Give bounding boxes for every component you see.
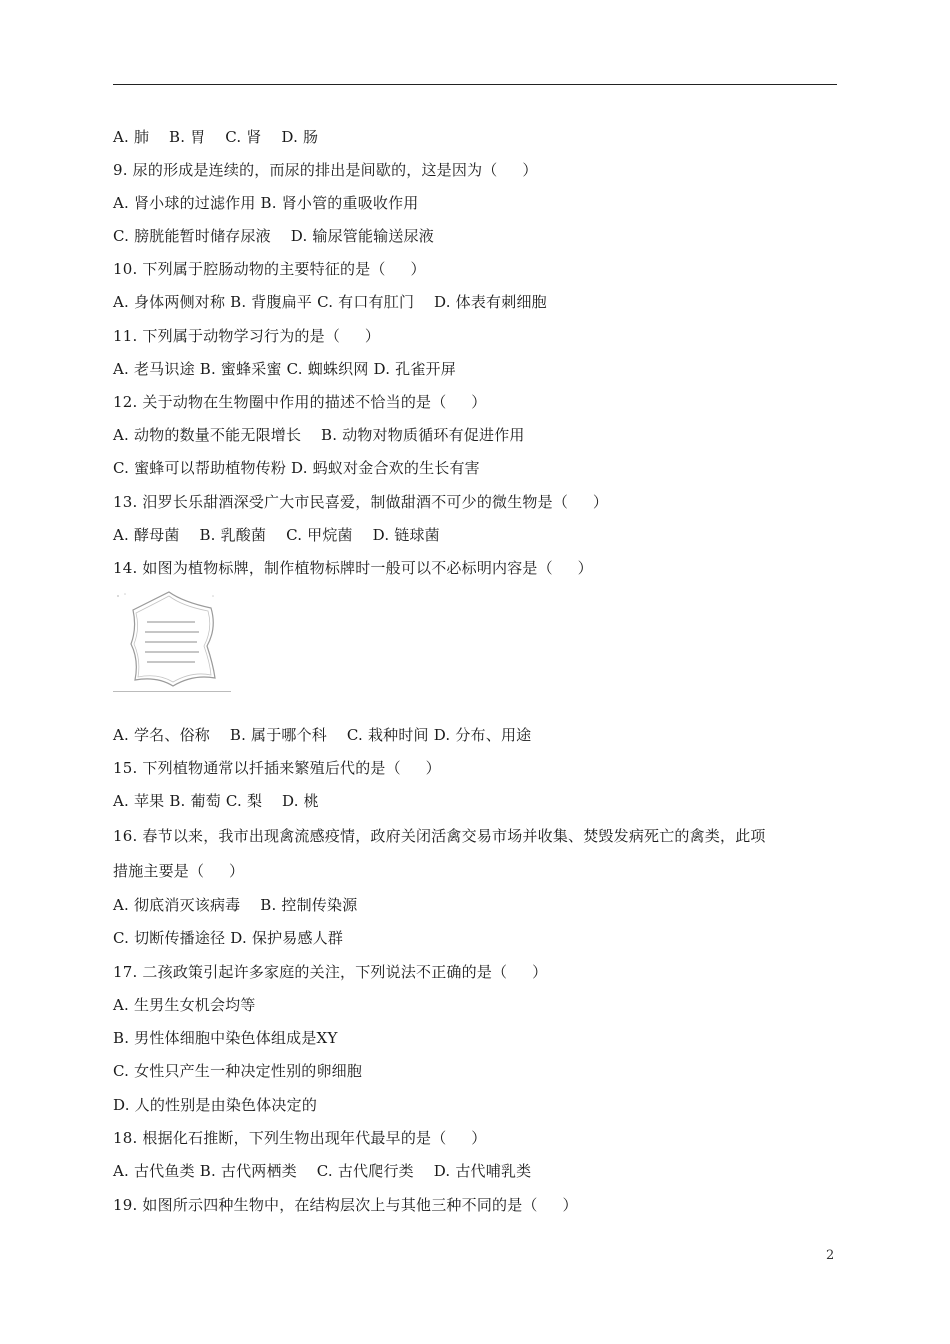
answer-options-q18: A. 古代鱼类 B. 古代两栖类 C. 古代爬行类 D. 古代哺乳类	[113, 1162, 532, 1180]
question-9: 9. 尿的形成是连续的，而尿的排出是间歇的，这是因为（ ）	[113, 161, 538, 179]
question-13: 13. 汨罗长乐甜酒深受广大市民喜爱，制做甜酒不可少的微生物是（ ）	[113, 493, 609, 511]
answer-options-q10: A. 身体两侧对称 B. 背腹扁平 C. 有口有肛门 D. 体表有刺细胞	[113, 293, 547, 311]
header-rule	[113, 84, 837, 85]
plant-label-sign-icon	[113, 588, 231, 692]
answer-options-q12-ab: A. 动物的数量不能无限增长 B. 动物对物质循环有促进作用	[113, 426, 525, 444]
question-17: 17. 二孩政策引起许多家庭的关注，下列说法不正确的是（ ）	[113, 963, 548, 981]
answer-options-q14: A. 学名、俗称 B. 属于哪个科 C. 栽种时间 D. 分布、用途	[113, 726, 532, 744]
question-15: 15. 下列植物通常以扦插来繁殖后代的是（ ）	[113, 759, 441, 777]
answer-options-q11: A. 老马识途 B. 蜜蜂采蜜 C. 蜘蛛织网 D. 孔雀开屏	[113, 360, 456, 378]
figure-baseline	[113, 691, 231, 692]
answer-option-q17-c: C. 女性只产生一种决定性别的卵细胞	[113, 1062, 363, 1080]
answer-options-q16-cd: C. 切断传播途径 D. 保护易感人群	[113, 929, 344, 947]
answer-options-q13: A. 酵母菌 B. 乳酸菌 C. 甲烷菌 D. 链球菌	[113, 526, 440, 544]
answer-options-q12-cd: C. 蜜蜂可以帮助植物传粉 D. 蚂蚁对金合欢的生长有害	[113, 459, 480, 477]
answer-options-q9-ab: A. 肾小球的过滤作用 B. 肾小管的重吸收作用	[113, 194, 419, 212]
question-19: 19. 如图所示四种生物中，在结构层次上与其他三种不同的是（ ）	[113, 1196, 578, 1214]
question-12: 12. 关于动物在生物圈中作用的描述不恰当的是（ ）	[113, 393, 487, 411]
plant-label-figure	[113, 588, 231, 692]
question-16-line-2: 措施主要是（ ）	[113, 862, 245, 880]
question-16-line-1: 16. 春节以来，我市出现禽流感疫情，政府关闭活禽交易市场并收集、焚毁发病死亡的禽类，此项	[113, 827, 766, 845]
question-18: 18. 根据化石推断，下列生物出现年代最早的是（ ）	[113, 1129, 487, 1147]
answer-options-q9-cd: C. 膀胱能暂时储存尿液 D. 输尿管能输送尿液	[113, 227, 434, 245]
answer-option-q17-a: A. 生男生女机会均等	[113, 996, 256, 1014]
answer-options-q8: A. 肺 B. 胃 C. 肾 D. 肠	[113, 128, 319, 146]
page-number: 2	[826, 1248, 835, 1263]
answer-option-q17-d: D. 人的性别是由染色体决定的	[113, 1096, 318, 1114]
question-10: 10. 下列属于腔肠动物的主要特征的是（ ）	[113, 260, 426, 278]
answer-options-q16-ab: A. 彻底消灭该病毒 B. 控制传染源	[113, 896, 358, 914]
question-14: 14. 如图为植物标牌，制作植物标牌时一般可以不必标明内容是（ ）	[113, 559, 593, 577]
answer-option-q17-b: B. 男性体细胞中染色体组成是XY	[113, 1029, 338, 1047]
answer-options-q15: A. 苹果 B. 葡萄 C. 梨 D. 桃	[113, 792, 319, 810]
question-11: 11. 下列属于动物学习行为的是（ ）	[113, 327, 381, 345]
